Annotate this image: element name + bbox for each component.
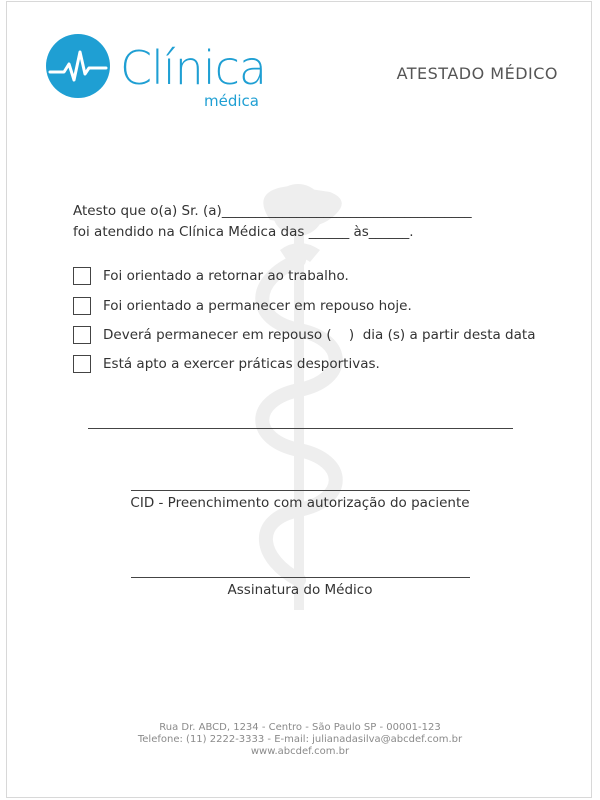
logo-wordmark: Clínica [120, 41, 267, 95]
cid-caption: CID - Preenchimento com autorização do paciente [130, 495, 470, 511]
checkbox-rest-days[interactable] [73, 326, 91, 344]
notes-line [88, 428, 513, 429]
option-label: Está apto a exercer práticas desportivas. [103, 356, 380, 372]
doctor-signature-caption: Assinatura do Médico [227, 582, 373, 598]
option-label: Deverá permanecer em repouso ( ) dia (s) a partir desta data [103, 327, 536, 343]
footer-address: Rua Dr. ABCD, 1234 - Centro - São Paulo SP - 00001-123 [159, 722, 441, 733]
option-label: Foi orientado a permanecer em repouso hoje. [103, 298, 412, 314]
checkbox-return-to-work[interactable] [73, 267, 91, 285]
option-rest-days [73, 325, 535, 345]
doctor-signature-line [131, 577, 470, 578]
footer-website: www.abcdef.com.br [250, 746, 350, 757]
option-label: Foi orientado a retornar ao trabalho. [103, 268, 349, 284]
option-return-to-work [73, 266, 349, 286]
heartbeat-logo-icon [46, 34, 110, 98]
cid-line [131, 490, 470, 491]
checkbox-rest-today[interactable] [73, 297, 91, 315]
statement-line-time: foi atendido na Clínica Médica das ______ às______. [73, 224, 414, 240]
document-title: ATESTADO MÉDICO [396, 64, 558, 83]
caduceus-watermark-icon [240, 180, 360, 620]
footer-contact: Telefone: (11) 2222-3333 - E-mail: julianadasilva@abcdef.com.br [137, 734, 463, 745]
option-rest-today [73, 296, 412, 316]
checkbox-fit-for-sports[interactable] [73, 355, 91, 373]
statement-line-patient: Atesto que o(a) Sr. (a)_____________________________________ [73, 203, 472, 219]
option-fit-for-sports [73, 354, 380, 374]
logo-subtitle: médica [204, 92, 259, 110]
